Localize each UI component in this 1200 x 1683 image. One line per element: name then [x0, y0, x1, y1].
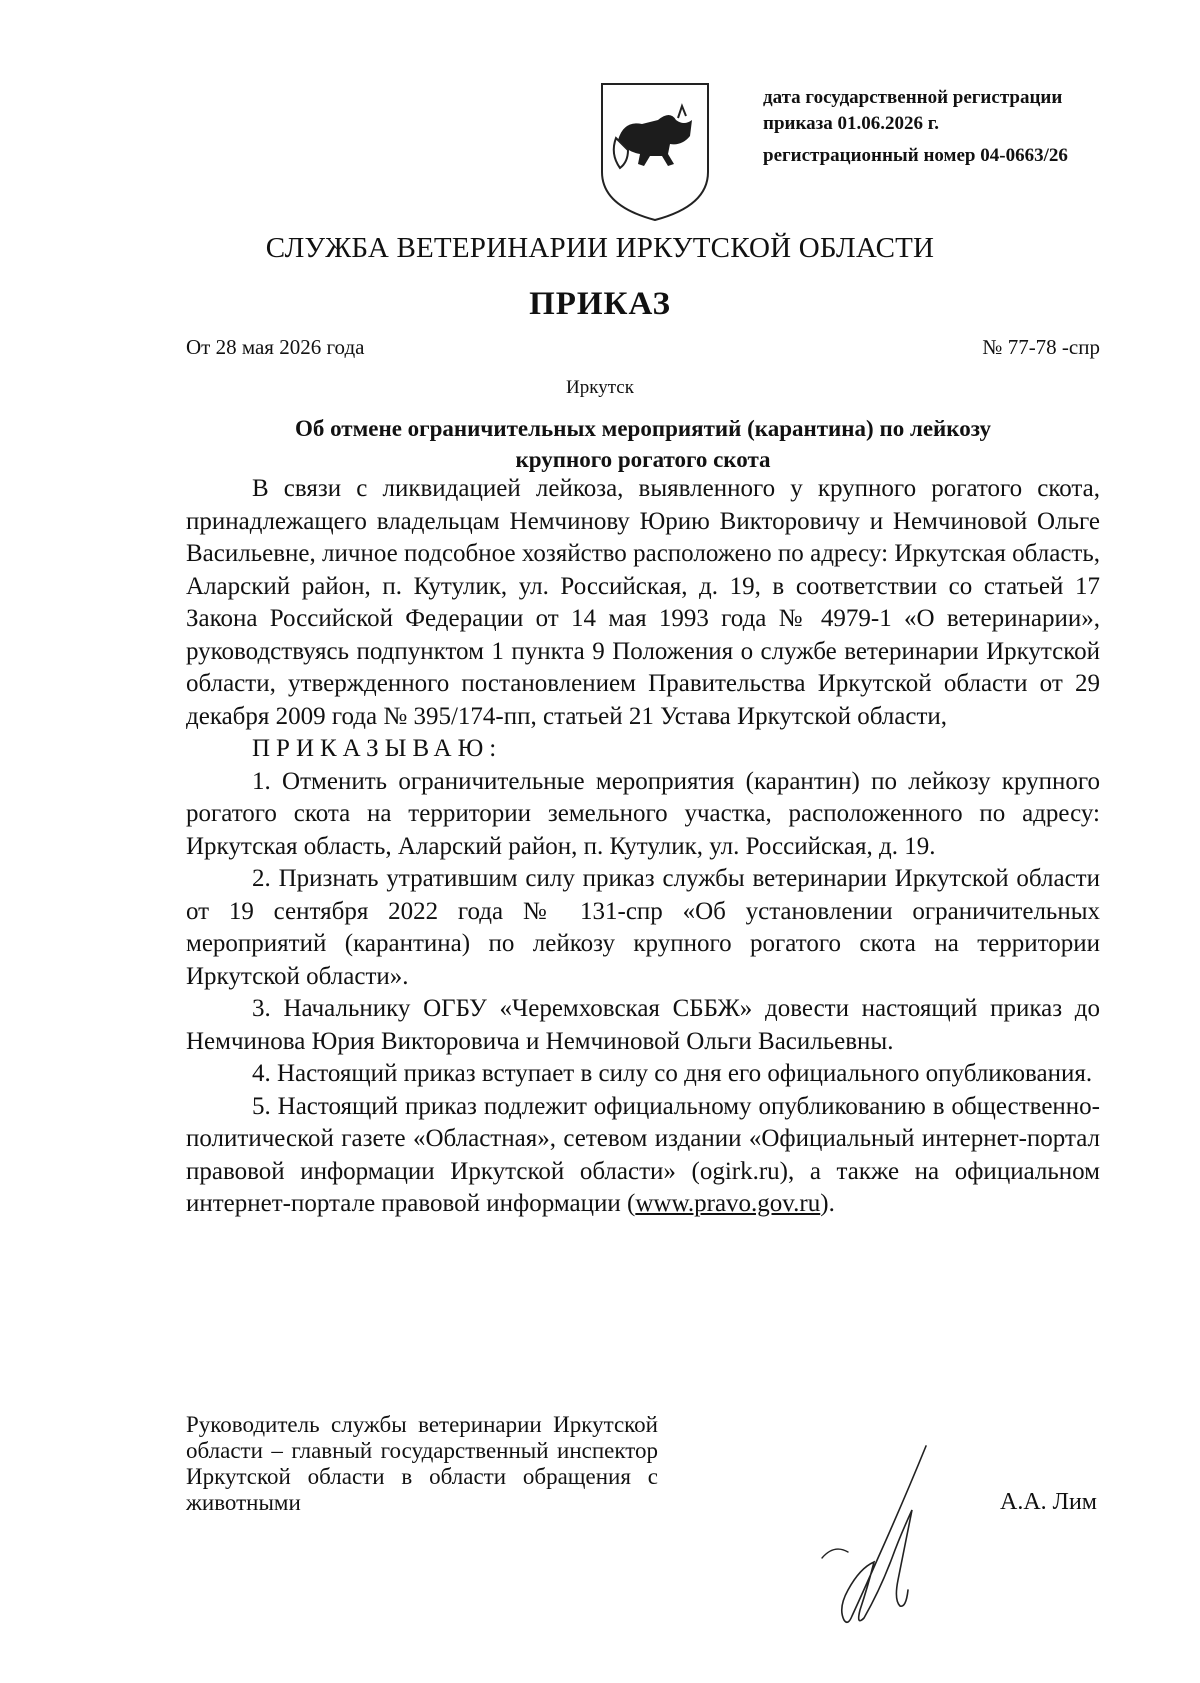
subject-line-1: Об отмене ограничительных мероприятий (карантина) по лейкозу — [294, 416, 992, 441]
signatory-name: А.А. Лим — [1000, 1489, 1097, 1515]
registration-number: регистрационный номер 04-0663/26 — [763, 145, 1068, 166]
order-number: № 77-78 -спр — [982, 335, 1100, 359]
order-word: ПРИКАЗЫВАЮ: — [252, 735, 503, 762]
order-item-3: 3. Начальнику ОГБУ «Черемховская СББЖ» довести настоящий приказ до Немчинова Юрия Викторовича и Немчиновой Ольги Васильевны. — [186, 995, 1100, 1055]
document-type: ПРИКАЗ — [529, 286, 671, 322]
agency-name: СЛУЖБА ВЕТЕРИНАРИИ ИРКУТСКОЙ ОБЛАСТИ — [265, 232, 935, 264]
preamble: В связи с ликвидацией лейкоза, выявленного у крупного рогатого скота, принадлежащего владельцам Немчинову Юрию Викторовичу и Немчиновой Ольге Васильевне, личное подсобное хозяйство расположено по адресу: Иркутская область, Аларский район, п. Кутулик, ул. Российская, д. 19, в соответствии со статьей 17 Закона Российской Федерации от 14 мая 1993 года № 4979-1 «О ветеринарии», руководствуясь подпунктом 1 пункта 9 Положения о службе ветеринарии Иркутской области, утвержденного постановлением Правительства Иркутской области от 29 декабря 2009 года № 395/174-пп, статьей 21 Устава Иркутской области, — [186, 475, 1100, 730]
order-item-1: 1. Отменить ограничительные мероприятия (карантин) по лейкозу крупного рогатого скота на территории земельного участка, расположенного по адресу: Иркутская область, Аларский район, п. Кутулик, ул. Российская, д. 19. — [186, 767, 1100, 860]
order-subject — [186, 413, 1100, 475]
registration-order-date: приказа 01.06.2026 г. — [763, 113, 939, 134]
order-item-4: 4. Настоящий приказ вступает в силу со дня его официального опубликования. — [252, 1060, 1093, 1087]
registration-date-label: дата государственной регистрации — [763, 87, 1063, 108]
order-item-2: 2. Признать утратившим силу приказ службы ветеринарии Иркутской области от 19 сентября 2022 года № 131-спр «Об установлении ограничительных мероприятий (карантина) по лейкозу крупного рогатого скота на территории Иркутской области». — [186, 865, 1100, 990]
subject-line-2: крупного рогатого скота — [515, 447, 771, 472]
signatory-position: Руководитель службы ветеринарии Иркутской области – главный государственный инспектор Иркутской области в области обращения с животными — [186, 1412, 658, 1515]
order-item-5-tail: ). — [820, 1190, 835, 1217]
order-item-5 — [186, 1091, 1100, 1221]
order-date: От 28 мая 2026 года — [186, 335, 365, 359]
city: Иркутск — [566, 377, 634, 398]
handwritten-signature-icon — [808, 1440, 948, 1640]
order-body — [186, 473, 1100, 1221]
order-item-5-text: 5. Настоящий приказ подлежит официальному опубликованию в общественно-политической газете «Областная», сетевом издании «Официальный интернет-портал правовой информации Иркутской области» (ogirk.ru), а также на официальном интернет-портале правовой информации ( — [186, 1092, 1100, 1217]
pravo-gov-link[interactable]: www.pravo.gov.ru — [635, 1190, 821, 1217]
irkutsk-coat-of-arms-icon — [598, 80, 712, 224]
